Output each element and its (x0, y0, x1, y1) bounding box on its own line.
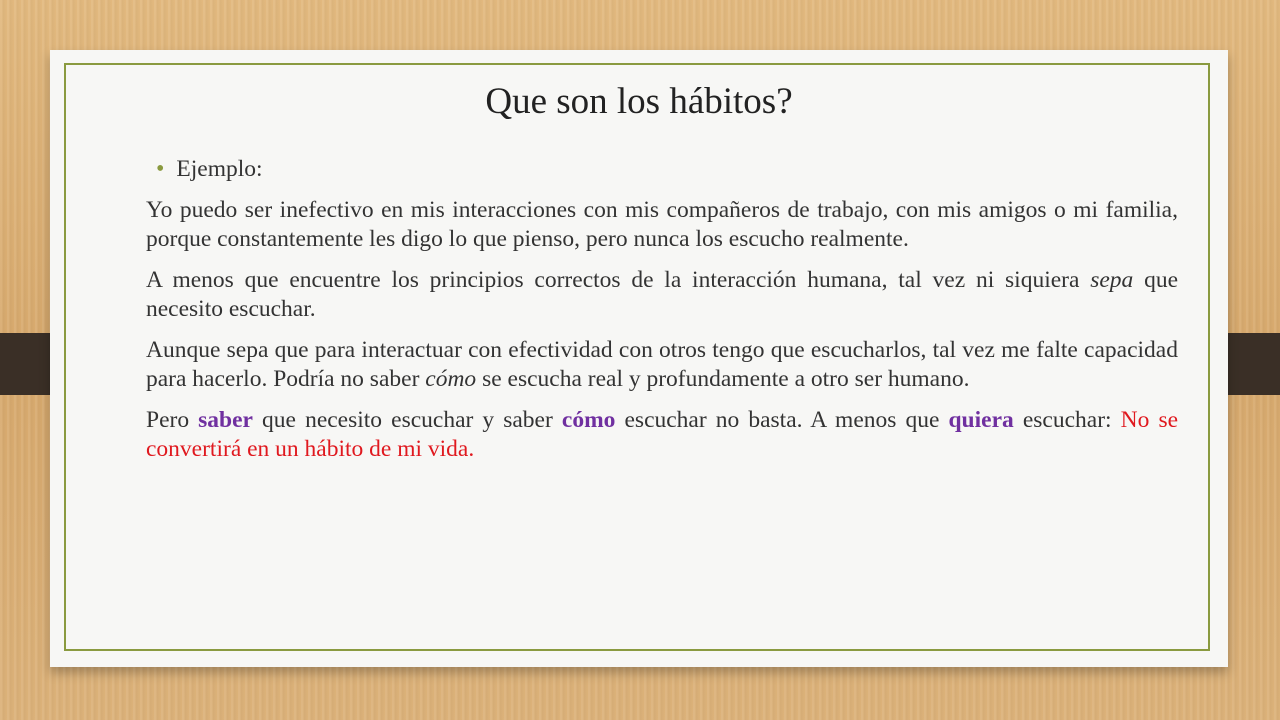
conclusion-red-text: No se convertirá en un hábito de mi vida. (146, 407, 1179, 462)
paragraph-4-text-b: que necesito escuchar y saber (252, 407, 562, 433)
paragraph-3-text-b: se escucha real y profundamente a otro ser humano. (476, 366, 970, 392)
paragraph-3-emphasis: cómo (425, 366, 477, 392)
paragraph-4-text-a: Pero (146, 407, 199, 433)
keyword-quiera: quiera (948, 407, 1014, 433)
paragraph-2-text-a: A menos que encuentre los principios correctos de la interacción humana, tal vez ni siquiera (146, 267, 1091, 293)
paragraph-2-text-b: que necesito escuchar. (146, 267, 1178, 322)
keyword-saber: saber (198, 407, 253, 433)
paragraph-4-text-d: escuchar: (1013, 407, 1121, 433)
paragraph-2 (146, 266, 1178, 324)
bullet-dot-icon: • (156, 156, 165, 182)
paragraph-2-emphasis: sepa (1090, 267, 1134, 293)
paragraph-3 (146, 336, 1178, 394)
bullet-label: Ejemplo: (176, 156, 263, 182)
slide-card (50, 50, 1228, 667)
paragraph-3-text-a: Aunque sepa que para interactuar con efectividad con otros tengo que escucharlos, tal vez me falte capacidad para hacerlo. Podría no saber (146, 337, 1178, 392)
paragraph-4 (146, 406, 1178, 464)
slide-title: Que son los hábitos? (485, 81, 793, 122)
paragraph-1: Yo puedo ser inefectivo en mis interacciones con mis compañeros de trabajo, con mis amigos o mi familia, porque constantemente les digo lo que pienso, pero nunca los escucho realmente. (146, 197, 1178, 252)
keyword-como: cómo (561, 407, 616, 433)
slide-content (146, 155, 1178, 476)
bullet-item (156, 155, 1178, 184)
paragraph-4-text-c: escuchar no basta. A menos que (615, 407, 949, 433)
